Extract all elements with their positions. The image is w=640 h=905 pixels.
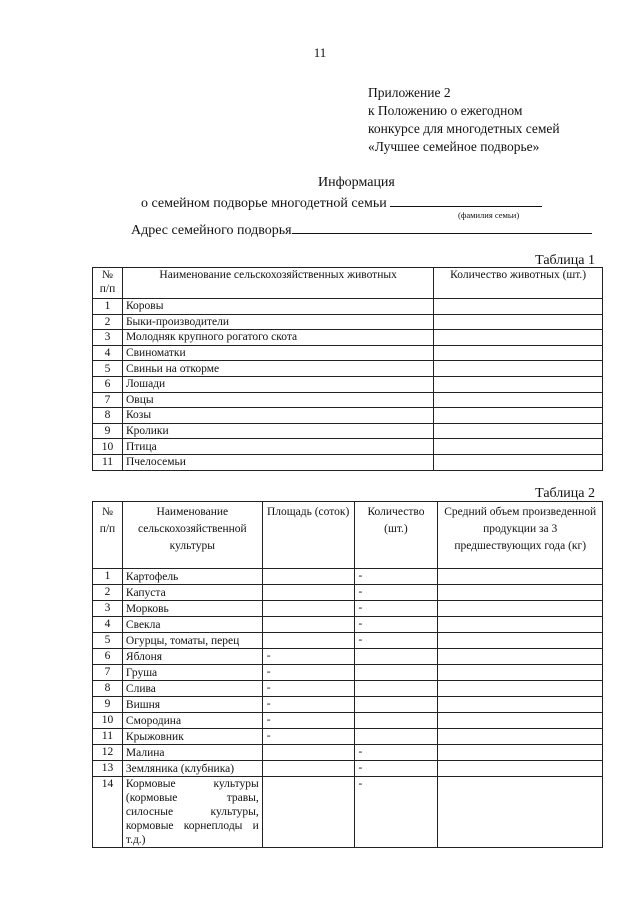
table-row [93, 777, 603, 848]
yield-cell[interactable] [438, 681, 603, 697]
animal-name: Птица [122, 439, 433, 455]
area-cell[interactable] [262, 745, 354, 761]
animal-count-cell[interactable] [434, 439, 603, 455]
column-header: Площадь (соток) [262, 502, 354, 569]
area-cell[interactable]: - [262, 729, 354, 745]
quantity-cell[interactable] [354, 713, 438, 729]
yield-cell[interactable] [438, 761, 603, 777]
table-row [93, 569, 603, 585]
row-number: 4 [93, 345, 123, 361]
row-number: 3 [93, 601, 123, 617]
crops-table [92, 501, 603, 848]
family-label: о семейном подворье многодетной семьи [141, 196, 387, 211]
row-number: 4 [93, 617, 123, 633]
animal-name: Кролики [122, 423, 433, 439]
area-cell[interactable] [262, 633, 354, 649]
animal-count-cell[interactable] [434, 345, 603, 361]
crop-name: Смородина [122, 713, 262, 729]
row-number: 2 [93, 585, 123, 601]
column-header: Количество (шт.) [354, 502, 438, 569]
area-cell[interactable] [262, 569, 354, 585]
quantity-cell[interactable] [354, 697, 438, 713]
area-cell[interactable] [262, 761, 354, 777]
table-row [93, 713, 603, 729]
table-row [93, 314, 603, 330]
animal-count-cell[interactable] [434, 361, 603, 377]
row-number: 12 [93, 745, 123, 761]
quantity-cell[interactable]: - [354, 601, 438, 617]
area-cell[interactable] [262, 601, 354, 617]
area-cell[interactable]: - [262, 681, 354, 697]
quantity-cell[interactable] [354, 649, 438, 665]
quantity-cell[interactable] [354, 681, 438, 697]
area-cell[interactable] [262, 585, 354, 601]
column-header: № п/п [93, 502, 123, 569]
crop-name: Свекла [122, 617, 262, 633]
row-number: 7 [93, 392, 123, 408]
table-row [93, 729, 603, 745]
row-number: 3 [93, 330, 123, 346]
table-row [93, 330, 603, 346]
animal-count-cell[interactable] [434, 314, 603, 330]
table-row [93, 439, 603, 455]
table-row [93, 681, 603, 697]
quantity-cell[interactable]: - [354, 761, 438, 777]
family-name-field[interactable] [390, 193, 542, 207]
crop-name: Вишня [122, 697, 262, 713]
animal-name: Свиноматки [122, 345, 433, 361]
yield-cell[interactable] [438, 713, 603, 729]
row-number: 14 [93, 777, 123, 848]
crop-name: Слива [122, 681, 262, 697]
page-number: 11 [313, 45, 327, 60]
animal-name: Свиньи на откорме [122, 361, 433, 377]
crop-name: Крыжовник [122, 729, 262, 745]
yield-cell[interactable] [438, 777, 603, 848]
row-number: 6 [93, 649, 123, 665]
animal-count-cell[interactable] [434, 423, 603, 439]
yield-cell[interactable] [438, 665, 603, 681]
quantity-cell[interactable]: - [354, 633, 438, 649]
quantity-cell[interactable]: - [354, 777, 438, 848]
appendix-line: Приложение 2 [368, 85, 451, 100]
table-row [93, 617, 603, 633]
row-number: 8 [93, 681, 123, 697]
appendix-block [368, 84, 560, 156]
row-number: 6 [93, 376, 123, 392]
animals-table [92, 267, 603, 471]
row-number: 1 [93, 569, 123, 585]
animal-count-cell[interactable] [434, 454, 603, 470]
table-row [93, 601, 603, 617]
yield-cell[interactable] [438, 601, 603, 617]
table2-caption: Таблица 2 [535, 486, 595, 501]
yield-cell[interactable] [438, 569, 603, 585]
crop-name: Картофель [122, 569, 262, 585]
crop-name: Малина [122, 745, 262, 761]
row-number: 1 [93, 299, 123, 315]
animal-name: Лошади [122, 376, 433, 392]
crop-name: Груша [122, 665, 262, 681]
row-number: 9 [93, 697, 123, 713]
table-row [93, 392, 603, 408]
yield-cell[interactable] [438, 697, 603, 713]
area-cell[interactable]: - [262, 713, 354, 729]
animal-name: Коровы [122, 299, 433, 315]
address-label: Адрес семейного подворья [131, 223, 292, 238]
crop-name: Морковь [122, 601, 262, 617]
area-cell[interactable]: - [262, 649, 354, 665]
appendix-line: «Лучшее семейное подворье» [368, 139, 540, 154]
row-number: 10 [93, 713, 123, 729]
animal-count-cell[interactable] [434, 299, 603, 315]
table-row [93, 361, 603, 377]
yield-cell[interactable] [438, 745, 603, 761]
yield-cell[interactable] [438, 617, 603, 633]
table-row [93, 649, 603, 665]
crop-name: Кормовые культуры (кормовые травы, силосные культуры, кормовые корнеплоды и т.д.) [122, 777, 262, 848]
row-number: 13 [93, 761, 123, 777]
yield-cell[interactable] [438, 649, 603, 665]
column-header: Средний объем произведенной продукции за 3 предшествующих года (кг) [438, 502, 603, 569]
table-row [93, 454, 603, 470]
column-header: Наименование сельскохозяйственной культуры [122, 502, 262, 569]
table-row [93, 761, 603, 777]
quantity-cell[interactable]: - [354, 745, 438, 761]
animal-name: Быки-производители [122, 314, 433, 330]
family-hint: (фамилия семьи) [458, 210, 520, 220]
appendix-line: конкурсе для многодетных семей [368, 121, 560, 136]
column-header: № п/п [93, 268, 123, 299]
animal-name: Пчелосемьи [122, 454, 433, 470]
row-number: 5 [93, 633, 123, 649]
table-row [93, 376, 603, 392]
table-row [93, 345, 603, 361]
yield-cell[interactable] [438, 585, 603, 601]
column-header: Количество животных (шт.) [434, 268, 603, 299]
animal-name: Овцы [122, 392, 433, 408]
area-cell[interactable]: - [262, 697, 354, 713]
row-number: 8 [93, 408, 123, 424]
animal-count-cell[interactable] [434, 376, 603, 392]
address-line [131, 220, 592, 239]
table-row [93, 697, 603, 713]
quantity-cell[interactable]: - [354, 617, 438, 633]
quantity-cell[interactable]: - [354, 585, 438, 601]
table-row [93, 745, 603, 761]
row-number: 10 [93, 439, 123, 455]
table-header-row [93, 502, 603, 569]
table-row [93, 299, 603, 315]
area-cell[interactable] [262, 777, 354, 848]
animal-name: Молодняк крупного рогатого скота [122, 330, 433, 346]
appendix-line: к Положению о ежегодном [368, 103, 523, 118]
quantity-cell[interactable] [354, 729, 438, 745]
crop-name: Яблоня [122, 649, 262, 665]
table-row [93, 585, 603, 601]
row-number: 5 [93, 361, 123, 377]
crop-name: Земляника (клубника) [122, 761, 262, 777]
row-number: 2 [93, 314, 123, 330]
row-number: 9 [93, 423, 123, 439]
quantity-cell[interactable]: - [354, 569, 438, 585]
row-number: 11 [93, 454, 123, 470]
animal-count-cell[interactable] [434, 392, 603, 408]
table-row [93, 665, 603, 681]
animal-count-cell[interactable] [434, 408, 603, 424]
animal-name: Козы [122, 408, 433, 424]
quantity-cell[interactable] [354, 665, 438, 681]
table1-caption: Таблица 1 [535, 253, 595, 268]
table-header-row [93, 268, 603, 299]
crop-name: Капуста [122, 585, 262, 601]
column-header: Наименование сельскохозяйственных животных [122, 268, 433, 299]
table-row [93, 423, 603, 439]
area-cell[interactable] [262, 617, 354, 633]
table-row [93, 633, 603, 649]
table-row [93, 408, 603, 424]
yield-cell[interactable] [438, 633, 603, 649]
form-title: Информация [318, 175, 395, 190]
row-number: 7 [93, 665, 123, 681]
row-number: 11 [93, 729, 123, 745]
address-field[interactable] [292, 220, 592, 234]
crop-name: Огурцы, томаты, перец [122, 633, 262, 649]
area-cell[interactable]: - [262, 665, 354, 681]
animal-count-cell[interactable] [434, 330, 603, 346]
yield-cell[interactable] [438, 729, 603, 745]
